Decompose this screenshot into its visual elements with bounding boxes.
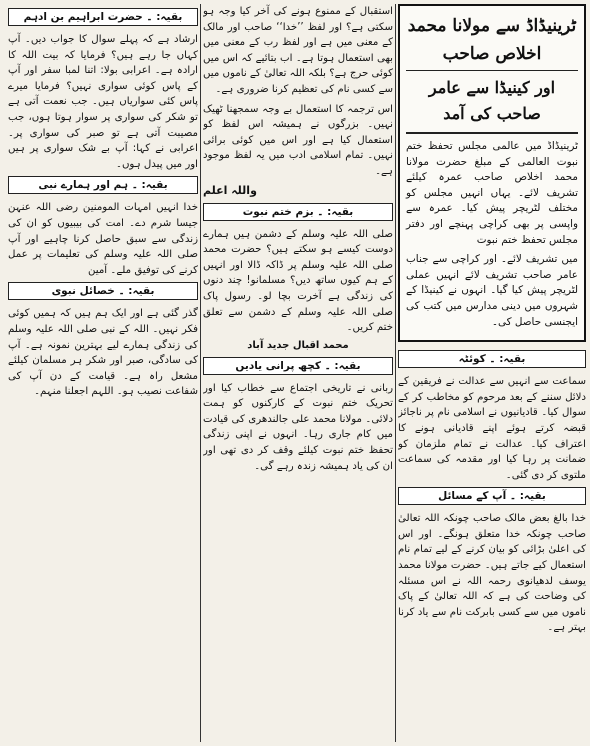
column-rule xyxy=(395,4,396,742)
quetta-continued-label: بقیہ: ۔ کوئٹہ xyxy=(398,350,586,368)
signoff: واللہ اعلم xyxy=(203,183,257,197)
your-questions-continued-label: بقیہ: ۔ آپ کے مسائل xyxy=(398,487,586,505)
we-and-our-prophet-paragraph: خدا انہیں امہات المومنین رضی اللہ عنہن جیسا شرم دے۔ امت کی بیبیوں کو ان کی زندگی سے سبق حاصل کرنا چاہیے اور آپ صلی اللہ علیہ وسلم کی تعلیمات پر عمل کرنے کی توفیق ملے۔ آمین xyxy=(8,202,198,276)
article-paragraph: استقبال کے ممنوع ہونے کی آخر کیا وجہ ہو سکتی ہے؟ اور لفظ ’’خدا‘‘ صاحب اور مالک کے معنی میں ہے اور لفظ رب کے معنی میں بھی استعمال ہوتا ہے۔ اب بتائیے کہ اس میں کوئی حرج ہے؟ بلکہ اللہ تعالیٰ کے ناموں میں سے کسی نام کی تعظیم کرنا ضروری ہے۔ xyxy=(203,6,393,95)
left-column xyxy=(8,4,198,742)
headline-line-2: اور کینیڈا سے عامر صاحب کی آمد xyxy=(428,78,556,123)
your-questions-paragraph: خدا بالغ بعض مالک صاحب چونکہ اللہ تعالیٰ صاحب چونکہ خدا متعلق ہونگے۔ اور اس کی اعلیٰ بڑائی کو بیان کرنے کے لیے تمام نام استعمال کیے جاتے ہیں۔ حضرت مولانا محمد یوسف لدھیانوی رحمہ اللہ نے اس مسئلہ کی وضاحت کی ہے کہ اللہ تعالیٰ کے پاک ناموں میں سے کسی بابرکت نام سے یاد کرنا بہتر ہے۔ xyxy=(398,513,586,634)
column-rule xyxy=(200,4,201,742)
middle-column xyxy=(203,4,393,742)
prophetic-traits-continued-label: بقیہ: ۔ خصائل نبوی xyxy=(8,282,198,300)
memories-continued-label: بقیہ: ۔ کچھ پرانی یادیں xyxy=(203,357,393,375)
author-signature: محمد اقبال جدید آباد xyxy=(247,339,349,351)
main-news-story xyxy=(398,4,586,342)
headline-line-1: ٹرینیڈاڈ سے مولانا محمد اخلاص صاحب xyxy=(406,12,578,71)
article-paragraph: اس ترجمہ کا استعمال بے وجہ سمجھنا ٹھیک نہیں۔ بزرگوں نے ہمیشہ اس لفظ کو استعمال کیا ہے اور اس میں کوئی برائی نہیں۔ تمام اسلامی ادب میں یہ لفظ موجود ہے۔ xyxy=(203,103,393,177)
story-paragraph: میں تشریف لائے۔ اور کراچی سے جناب عامر صاحب تشریف لائے انہیں عملی لٹریچر پیش کیا گیا۔ انہوں نے کینیڈا کے شہروں میں دینی مدارس میں کتب کی ایجنسی حاصل کی۔ xyxy=(406,253,578,328)
prophetic-traits-paragraph: گذر گئی ہے اور ایک ہم ہیں کہ ہمیں کوئی فکر نہیں۔ اللہ کے نبی صلی اللہ علیہ وسلم کی زندگی ہمارے لیے بہترین نمونہ ہے۔ آپ کی سادگی، صبر اور شکر ہر مسلمان کیلئے مشعل راہ ہے۔ قیامت کے دن آپ کی شفاعت نصیب ہو۔ اللہم اجعلنا منہم۔ xyxy=(8,308,198,398)
ibrahim-continued-label: بقیہ: ۔ حضرت ابراہیم بن ادہم xyxy=(8,8,198,26)
headline-divider xyxy=(406,132,578,134)
ibrahim-paragraph: ارشاد ہے کہ پہلے سوال کا جواب دیں۔ آپ کہاں جا رہے ہیں؟ فرمایا کہ بیت اللہ کا ارادہ ہے۔ اعرابی بولا: اتنا لمبا سفر اور آپ کے پاس کوئی سواری نہیں؟ فرمایا میرے پاس کئی سواریاں ہیں۔ جب نعمت آتی ہے تو شکر کی سواری پر سوار ہوتا ہوں، جب مصیبت آتی ہے تو صبر کی سواری پر۔ اعرابی نے کہا: آپ بے شک سواری پر ہیں اور میں پیدل ہوں۔ xyxy=(8,34,198,170)
bazm-paragraph: صلی اللہ علیہ وسلم کے دشمن ہیں ہمارے دوست کیسے ہو سکتے ہیں؟ حضرت محمد صلی اللہ علیہ وسلم پر ڈاکہ ڈالا اور انہیں کے ہم کیوں ساتھ دیں؟ مسلمانو! چند دنوں کی زندگی ہے آخرت بچا لو۔ رسول پاک صلی اللہ علیہ وسلم کے دشمن سے تعلق ختم کریں۔ xyxy=(203,228,393,334)
memories-paragraph: ربانی نے تاریخی اجتماع سے خطاب کیا اور تحریک ختم نبوت کے کارکنوں کو ہمت دلائی۔ مولانا محمد علی جالندھری کی قیادت میں کام جاری رہا۔ انہوں نے اپنی زندگی تحفظ ختم نبوت کیلئے وقف کر دی تھی اور ان کی یاد ہمیشہ زندہ رہے گی۔ xyxy=(203,382,393,472)
quetta-paragraph: سماعت سے انہیں سے عدالت نے فریقین کے دلائل سننے کے بعد مرحوم کو مخاطب کر کے سوال کیا۔ قادیانیوں نے اسلامی نام پر ناجائز قبضہ کرتے ہوئے اپنے قادیانی ہونے کا اعتراف کیا۔ عدالت نے تمام ملزمان کو ضمانت پر رہا کیا اور مقدمہ کی سماعت ملتوی کر دی گئی۔ xyxy=(398,376,586,481)
we-and-our-prophet-continued-label: بقیہ: ۔ ہم اور ہمارے نبی xyxy=(8,176,198,194)
bazm-continued-label: بقیہ: ۔ بزم ختم نبوت xyxy=(203,203,393,221)
right-column xyxy=(398,4,586,742)
story-paragraph: ٹرینیڈاڈ میں عالمی مجلس تحفظ ختم نبوت العالمی کے مبلغ حضرت مولانا محمد اخلاص صاحب عمرہ کیلئے تشریف لائے۔ یہاں انہیں مجلس کو مختلف لٹریچر پیش کیا۔ عمرہ سے واپسی پر بھی کراچی پہنچے اور دفتر مجلس تحفظ ختم نبوت xyxy=(406,140,578,246)
